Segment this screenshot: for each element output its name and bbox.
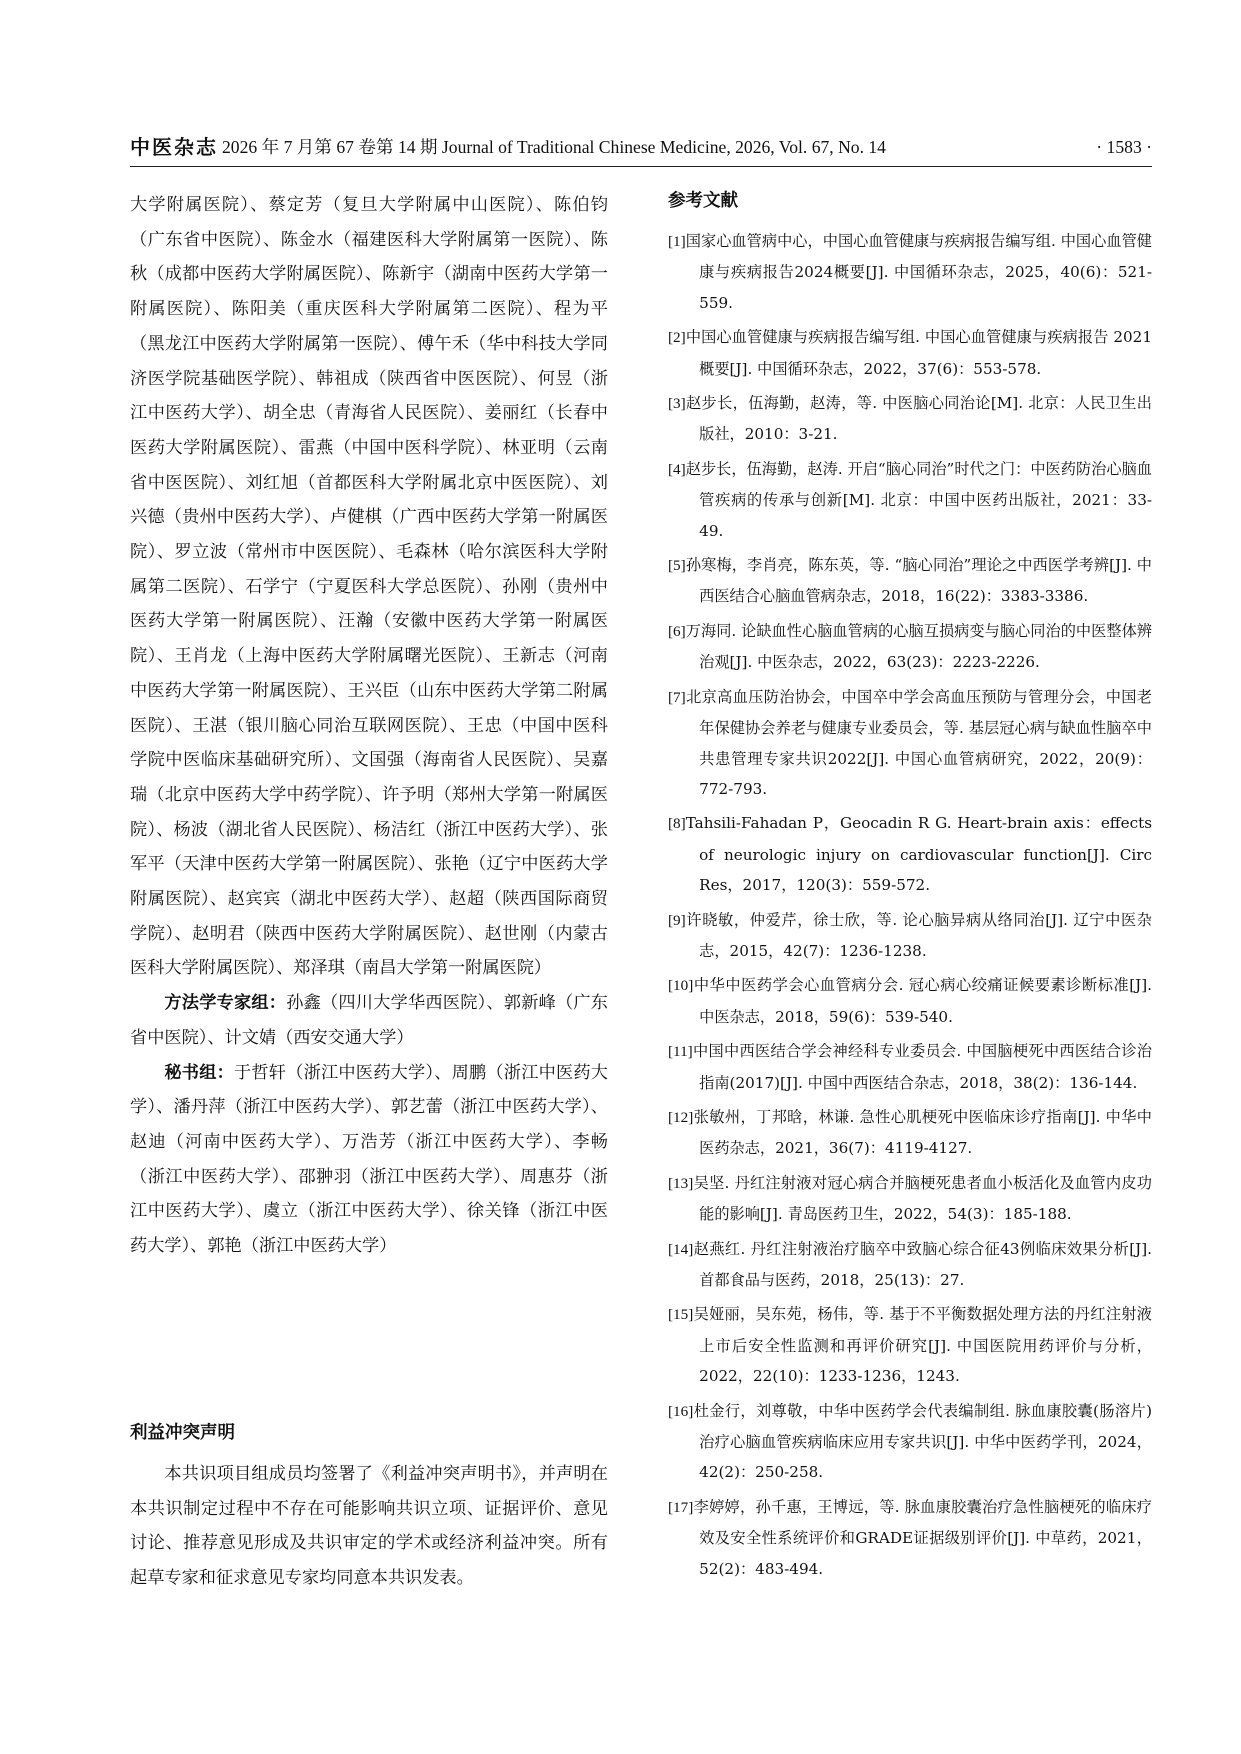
secretary-group-label: 秘书组： (164, 1062, 234, 1083)
reference-text: 万海同. 论缺血性心脑血管病的心脑互损病变与脑心同治的中医整体辨治观[J]. 中医杂志，2022，63(23)：2223-2226. (685, 621, 1152, 672)
reference-number: [15] (668, 1306, 694, 1324)
reference-item (668, 322, 1152, 384)
reference-text: 张敏州，丁邦晗，林谦. 急性心肌梗死中医临床诊疗指南[J]. 中华中医药杂志，2021，36(7)：4119-4127. (693, 1107, 1152, 1158)
secretary-group-paragraph (130, 1056, 608, 1264)
page-number: · 1583 · (1096, 137, 1152, 157)
reference-text: 吴娅丽，吴东苑，杨伟，等. 基于不平衡数据处理方法的丹红注射液上市后安全性监测和再评价研究[J]. 中国医院用药评价与分析，2022，22(10)：1233-1236，1243. (693, 1305, 1152, 1386)
reference-text: 李婷婷，孙千惠，王博远，等. 脉血康胶囊治疗急性脑梗死的临床疗效及安全性系统评价和GRADE证据级别评价[J]. 中草药，2021，52(2)：483-494. (693, 1497, 1152, 1578)
reference-number: [6] (668, 622, 686, 640)
references-heading: 参考文献 (668, 191, 738, 211)
running-header (130, 134, 1152, 164)
reference-number: [1] (668, 233, 686, 250)
reference-list (668, 226, 1152, 1584)
reference-item (668, 682, 1152, 805)
secretary-group-members: 于哲轩（浙江中医药大学）、周鹏（浙江中医药大学）、潘丹萍（浙江中医药大学）、郭艺蕾（浙江中医药大学）、赵迪（河南中医药大学）、万浩芳（浙江中医药大学）、李畅（浙江中医药大学）、邵翀羽（浙江中医药大学）、周惠芬（浙江中医药大学）、虞立（浙江中医药大学）、徐关锋（浙江中医药大学）、郭艳（浙江中医药大学） (130, 1062, 608, 1257)
reference-item (668, 1102, 1152, 1164)
reference-item (668, 905, 1152, 967)
reference-item (668, 226, 1152, 318)
reference-item (668, 1492, 1152, 1584)
journal-title: 中医杂志 (130, 135, 218, 159)
issue-info: 2026 年 7 月第 67 卷第 14 期 Journal of Traditional Chinese Medicine, 2026, Vol. 67, No. 14 (222, 137, 886, 157)
references-column (668, 188, 1152, 1588)
expert-members-paragraph: 大学附属医院）、蔡定芳（复旦大学附属中山医院）、陈伯钧（广东省中医院）、陈金水（福建医科大学附属第一医院）、陈秋（成都中医药大学附属医院）、陈新宇（湖南中医药大学第一附属医院）、陈阳美（重庆医科大学附属第二医院）、程为平（黑龙江中医药大学附属第一医院）、傅午禾（华中科技大学同济医学院基础医学院）、韩祖成（陕西省中医医院）、何昱（浙江中医药大学）、胡全忠（青海省人民医院）、姜丽红（长春中医药大学附属医院）、雷燕（中国中医科学院）、林亚明（云南省中医医院）、刘红旭（首都医科大学附属北京中医医院）、刘兴德（贵州中医药大学）、卢健棋（广西中医药大学第一附属医院）、罗立波（常州市中医医院）、毛森林（哈尔滨医科大学附属第二医院）、石学宁（宁夏医科大学总医院）、孙刚（贵州中医药大学第一附属医院）、汪瀚（安徽中医药大学第一附属医院）、王肖龙（上海中医药大学附属曙光医院）、王新志（河南中医药大学第一附属医院）、王兴臣（山东中医药大学第二附属医院）、王湛（银川脑心同治互联网医院）、王忠（中国中医科学院中医临床基础研究所）、文国强（海南省人民医院）、吴嘉瑞（北京中医药大学中药学院）、许予明（郑州大学第一附属医院）、杨波（湖北省人民医院）、杨洁红（浙江中医药大学）、张军平（天津中医药大学第一附属医院）、张艳（辽宁中医药大学附属医院）、赵宾宾（湖北中医药大学）、赵超（陕西国际商贸学院）、赵明君（陕西中医药大学附属医院）、赵世刚（内蒙古医科大学附属医院）、郑泽琪（南昌大学第一附属医院） (130, 195, 608, 979)
reference-text: 中国中西医结合学会神经科专业委员会. 中国脑梗死中西医结合诊治指南(2017)[J]. 中国中西医结合杂志，2018，38(2)：136-144. (692, 1042, 1152, 1092)
reference-text: 赵步长，伍海勤，赵涛. 开启“脑心同治”时代之门：中医药防治心脑血管疾病的传承与创新[M]. 北京：中国中医药出版社，2021：33-49. (685, 459, 1152, 540)
reference-text: 赵燕红. 丹红注射液治疗脑卒中致脑心综合征43例临床效果分析[J]. 首都食品与医药，2018，25(13)：27. (693, 1239, 1152, 1289)
reference-item (668, 1168, 1152, 1230)
reference-item (668, 970, 1152, 1032)
reference-item (668, 550, 1152, 612)
reference-text: 许晓敏，仲爱芹，徐士欣，等. 论心脑异病从络同治[J]. 辽宁中医杂志，2015，42(7)：1236-1238. (685, 910, 1152, 960)
reference-number: [16] (668, 1402, 694, 1420)
reference-number: [12] (668, 1108, 694, 1126)
reference-item (668, 808, 1152, 900)
reference-text: 吴坚. 丹红注射液对冠心病合并脑梗死患者血小板活化及血管内皮功能的影响[J]. 青岛医药卫生，2022，54(3)：185-188. (693, 1173, 1152, 1224)
reference-number: [11] (668, 1043, 693, 1061)
reference-item (668, 1234, 1152, 1296)
reference-number: [2] (668, 329, 686, 347)
reference-item (668, 1396, 1152, 1488)
reference-text: 赵步长，伍海勤，赵涛，等. 中医脑心同治论[M]. 北京：人民卫生出版社，2010：3-21. (685, 394, 1152, 444)
reference-text: Tahsili-Fahadan P，Geocadin R G. Heart-brain axis：effects of neurologic injury on cardiovascular function[J]. Circ Res，2017，120(3)：559-572. (685, 814, 1152, 895)
reference-item (668, 1036, 1152, 1098)
left-column (130, 188, 608, 1264)
reference-number: [13] (668, 1174, 694, 1192)
reference-number: [4] (668, 460, 686, 478)
reference-text: 孙寒梅，李肖亮，陈东英，等. “脑心同治”理论之中西医学考辨[J]. 中西医结合心脑血管病杂志，2018，16(22)：3383-3386. (685, 556, 1152, 606)
reference-item (668, 616, 1152, 678)
methods-group-paragraph (130, 986, 608, 1055)
methods-group-members: 孙鑫（四川大学华西医院）、郭新峰（广东省中医院）、计文婧（西安交通大学） (130, 993, 608, 1048)
reference-item (668, 1299, 1152, 1391)
reference-number: [5] (668, 557, 686, 575)
reference-text: 中华中医药学会心血管病分会. 冠心病心绞痛证候要素诊断标准[J]. 中医杂志，2018，59(6)：539-540. (693, 976, 1152, 1026)
reference-number: [14] (668, 1240, 694, 1258)
reference-item (668, 454, 1152, 546)
conflict-of-interest-heading: 利益冲突声明 (130, 1423, 235, 1443)
methods-group-label: 方法学专家组： (164, 993, 287, 1014)
reference-number: [9] (668, 911, 686, 929)
reference-item (668, 388, 1152, 450)
reference-text: 国家心血管病中心，中国心血管健康与疾病报告编写组. 中国心血管健康与疾病报告2024概要[J]. 中国循环杂志，2025，40(6)：521-559. (685, 232, 1152, 312)
reference-number: [7] (668, 688, 686, 706)
reference-text: 中国心血管健康与疾病报告编写组. 中国心血管健康与疾病报告 2021 概要[J]. 中国循环杂志，2022，37(6)：553-578. (685, 328, 1152, 378)
conflict-of-interest-text: 本共识项目组成员均签署了《利益冲突声明书》，并声明在本共识制定过程中不存在可能影响共识立项、证据评价、意见讨论、推荐意见形成及共识审定的学术或经济利益冲突。所有起草专家和征求意见专家均同意本共识发表。 (130, 1464, 608, 1589)
header-divider (130, 166, 1152, 167)
reference-text: 北京高血压防治协会，中国卒中学会高血压预防与管理分会，中国老年保健协会养老与健康专业委员会，等. 基层冠心病与缺血性脑卒中共患管理专家共识2022[J]. 中国心血管病研究，2022，20(9)：772-793. (685, 687, 1152, 798)
reference-number: [10] (668, 977, 694, 995)
reference-number: [8] (668, 815, 686, 833)
reference-text: 杜金行，刘尊敬，中华中医药学会代表编制组. 脉血康胶囊(肠溶片)治疗心脑血管疾病临床应用专家共识[J]. 中华中医药学刊，2024，42(2)：250-258. (693, 1401, 1152, 1482)
reference-number: [3] (668, 395, 686, 413)
reference-number: [17] (668, 1498, 694, 1516)
